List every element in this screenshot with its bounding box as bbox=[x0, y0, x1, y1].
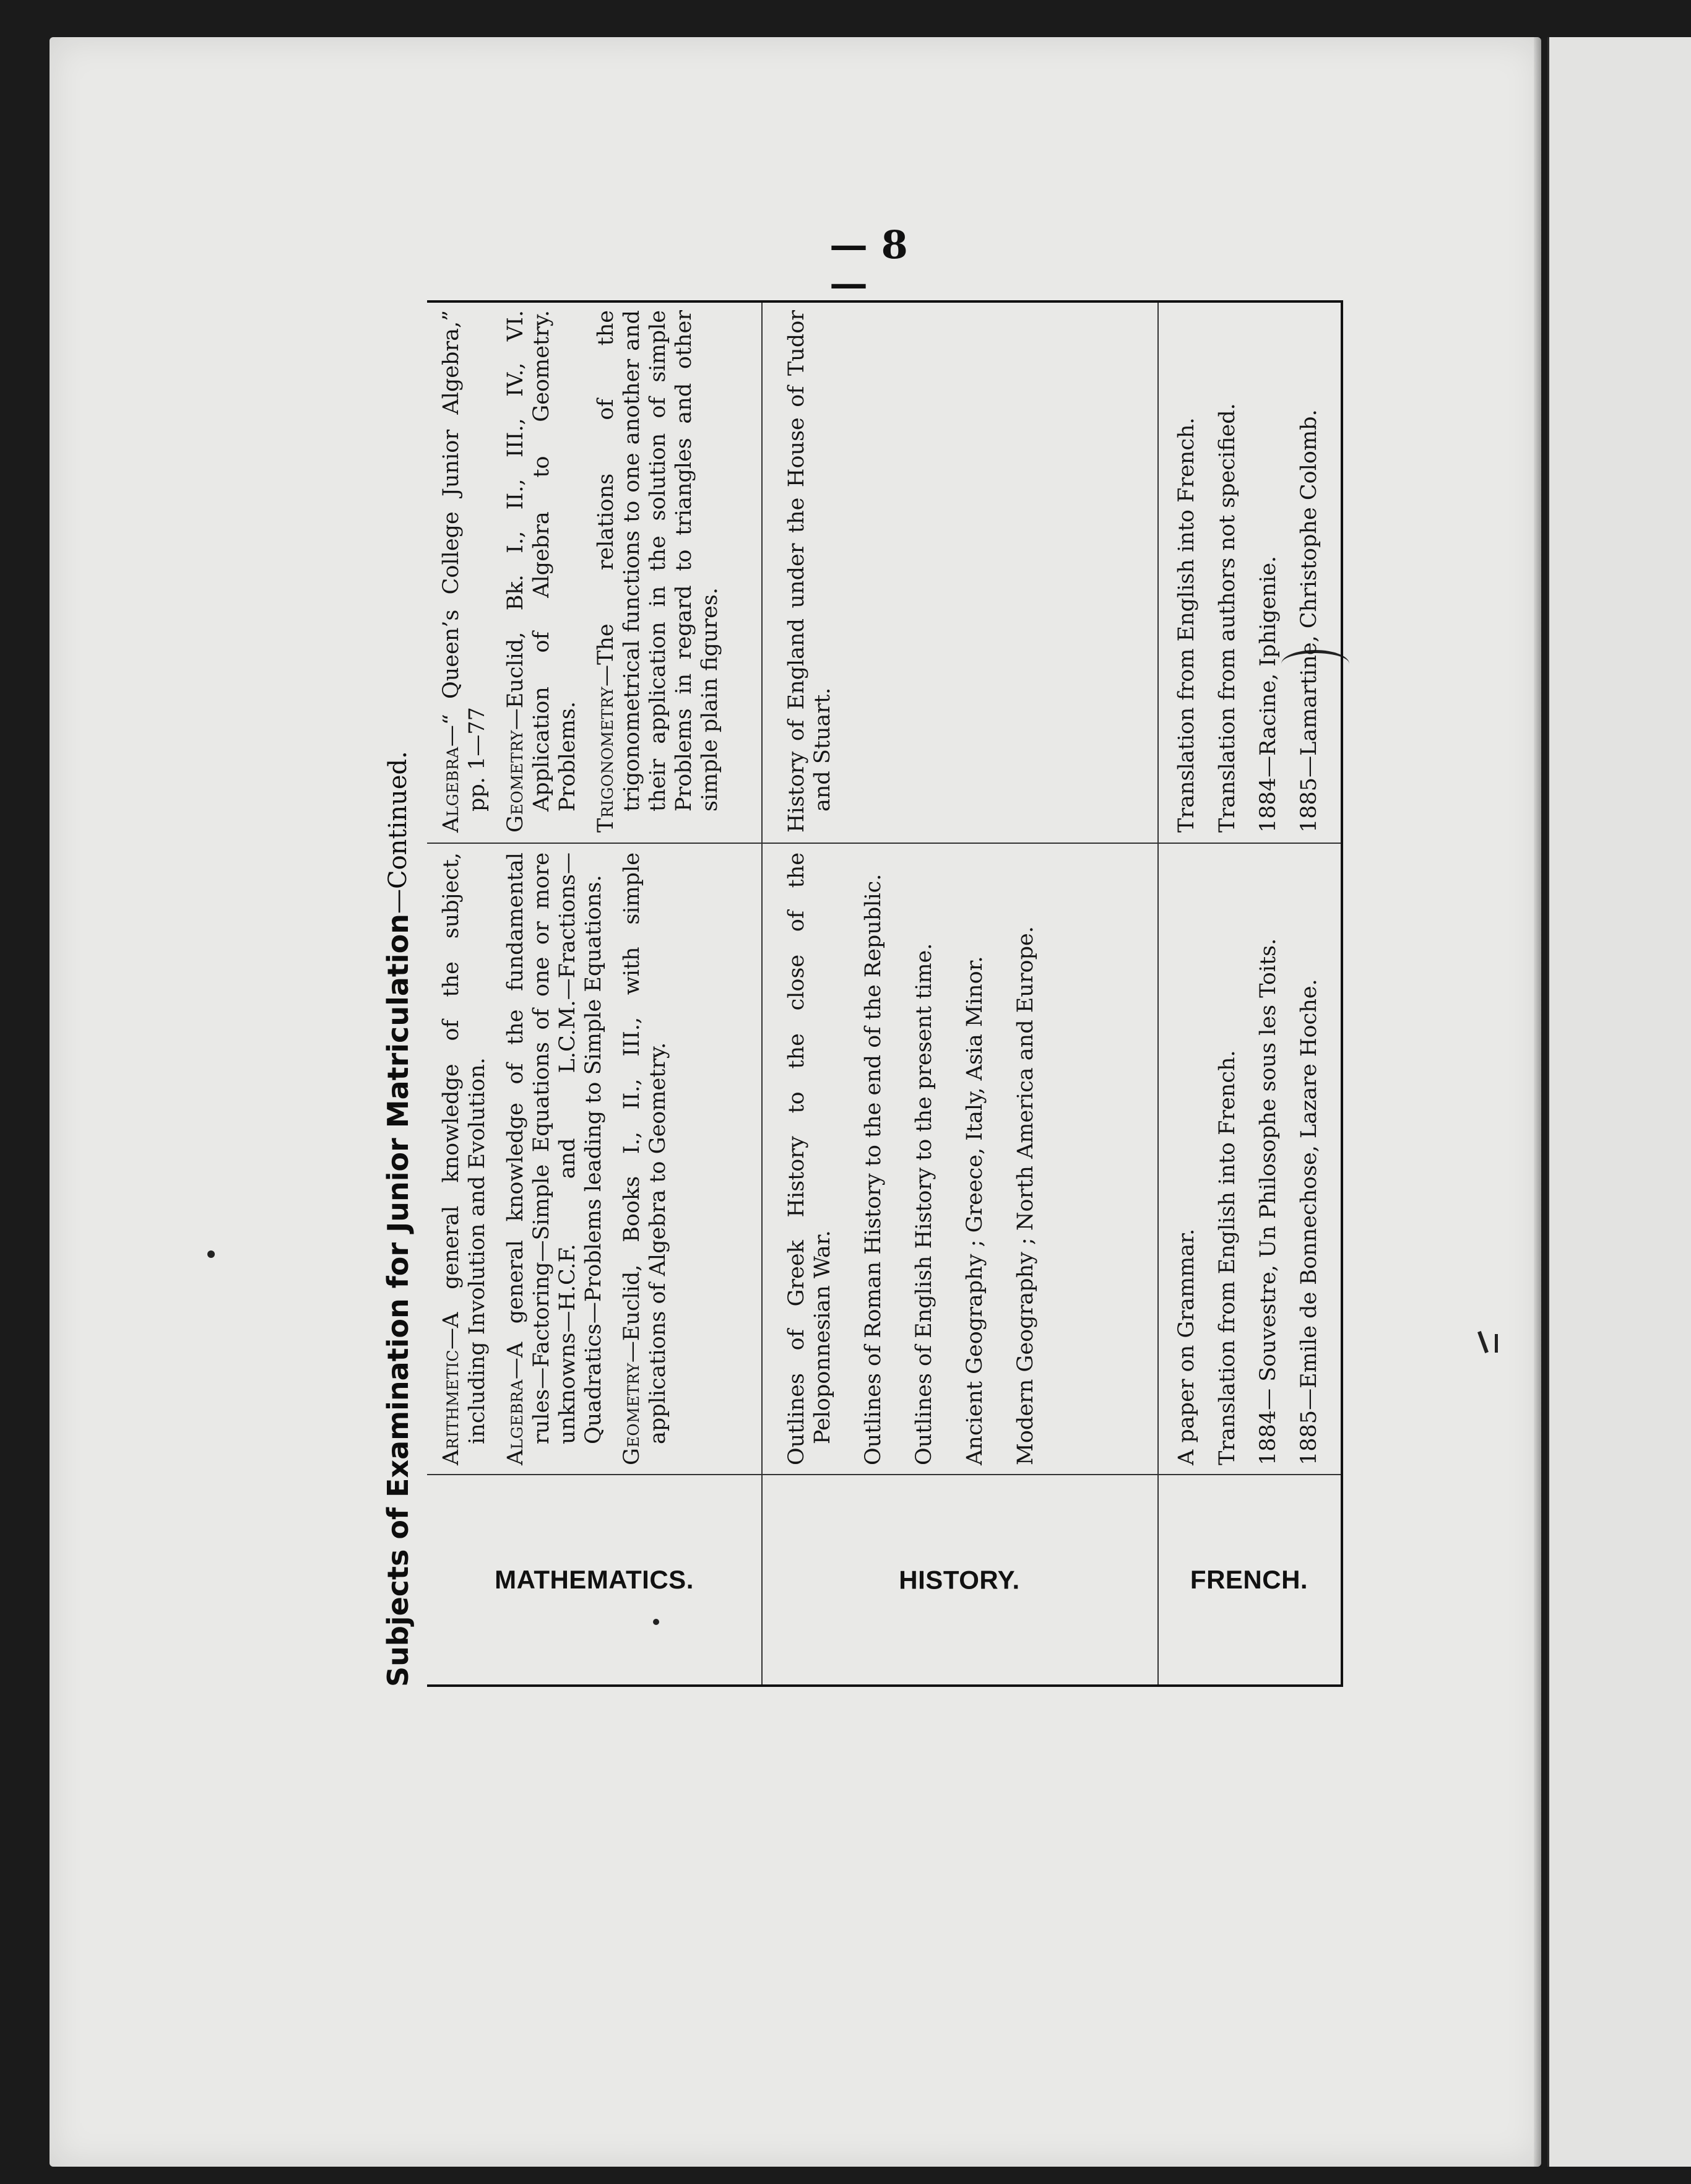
subject-entry: History of England under the House of Tudor and Stuart. bbox=[784, 310, 835, 833]
subject-entry: Trigonometry—The relations of the trigonometrical functions to one another and their application in the solution of simple Problems in regard to triangles and other simple plain figures. bbox=[594, 310, 722, 833]
subject-entry: Translation from English into French. bbox=[1215, 1050, 1240, 1465]
row-label-cell bbox=[761, 1474, 1157, 1684]
pass-column-cell bbox=[1157, 843, 1341, 1474]
pass-column-cell bbox=[761, 843, 1157, 1474]
table-row bbox=[761, 303, 1159, 1684]
subjects-table bbox=[427, 300, 1343, 1687]
ink-speck bbox=[207, 1250, 215, 1258]
rotated-table-block bbox=[365, 300, 1343, 1687]
row-label-cell bbox=[1157, 1474, 1341, 1684]
subject-entry: Outlines of Roman History to the end of the Republic. bbox=[861, 873, 886, 1465]
subject-entry: Outlines of Greek History to the close of the Peloponnesian War. bbox=[784, 852, 835, 1465]
honours-column-cell bbox=[761, 303, 1157, 843]
subject-entry: Ancient Geography ; Greece, Italy, Asia Minor. bbox=[962, 956, 987, 1465]
subject-entry: 1885—Emile de Bonnechose, Lazare Hoche. bbox=[1297, 979, 1321, 1465]
row-label-cell bbox=[427, 1474, 761, 1684]
page-number: — 8 — bbox=[829, 222, 908, 306]
subject-entry: Outlines of English History to the present time. bbox=[912, 943, 936, 1465]
table-row bbox=[427, 303, 763, 1684]
subject-entry: 1885—Lamartine, Christophe Colomb. bbox=[1297, 409, 1321, 833]
subject-entry: Translation from authors not specified. bbox=[1215, 403, 1240, 833]
honours-column-cell bbox=[1157, 303, 1341, 843]
subject-entry: Translation from English into French. bbox=[1174, 417, 1199, 833]
adjacent-page-edge bbox=[1547, 37, 1691, 2167]
subject-entry: Modern Geography ; North America and Europe. bbox=[1013, 926, 1038, 1465]
heading-continued: —Continued. bbox=[384, 751, 412, 914]
honours-column-cell bbox=[427, 303, 761, 843]
subject-entry: Algebra—“ Queen’s College Junior Algebra,” pp. 1—77 bbox=[439, 310, 490, 833]
subject-entry: 1884— Souvestre, Un Philosophe sous les Toits. bbox=[1256, 938, 1281, 1465]
subject-entry: 1884—Racine, Iphigenie. bbox=[1256, 555, 1281, 833]
subject-entry: Arithmetic—A general knowledge of the subject, including Involution and Evolution. bbox=[439, 852, 490, 1465]
ink-mark bbox=[1495, 1334, 1498, 1353]
table-row bbox=[1157, 303, 1341, 1684]
subject-entry: Geometry—Euclid, Books I., II., III., with simple applications of Algebra to Geometry. bbox=[620, 852, 670, 1465]
subject-entry: A paper on Grammar. bbox=[1174, 1228, 1199, 1465]
pass-column-cell bbox=[427, 843, 761, 1474]
row-label: FRENCH. bbox=[1190, 1565, 1308, 1595]
table-heading bbox=[379, 300, 417, 1687]
subject-entry: Algebra—A general knowledge of the fundamental rules—Factoring—Simple Equations of one or more unknowns—H.C.F. and L.C.M.—Fractions—Quadratics—Problems leading to Simple Equations. bbox=[503, 852, 606, 1465]
heading-title: Subjects of Examination for Junior Matriculation bbox=[381, 914, 415, 1687]
subject-entry: Geometry—Euclid, Bk. I., II., III., IV., VI. Application of Algebra to Geometry. Problems. bbox=[503, 310, 580, 833]
row-label: MATHEMATICS. bbox=[495, 1565, 694, 1594]
row-label: HISTORY. bbox=[899, 1565, 1020, 1595]
